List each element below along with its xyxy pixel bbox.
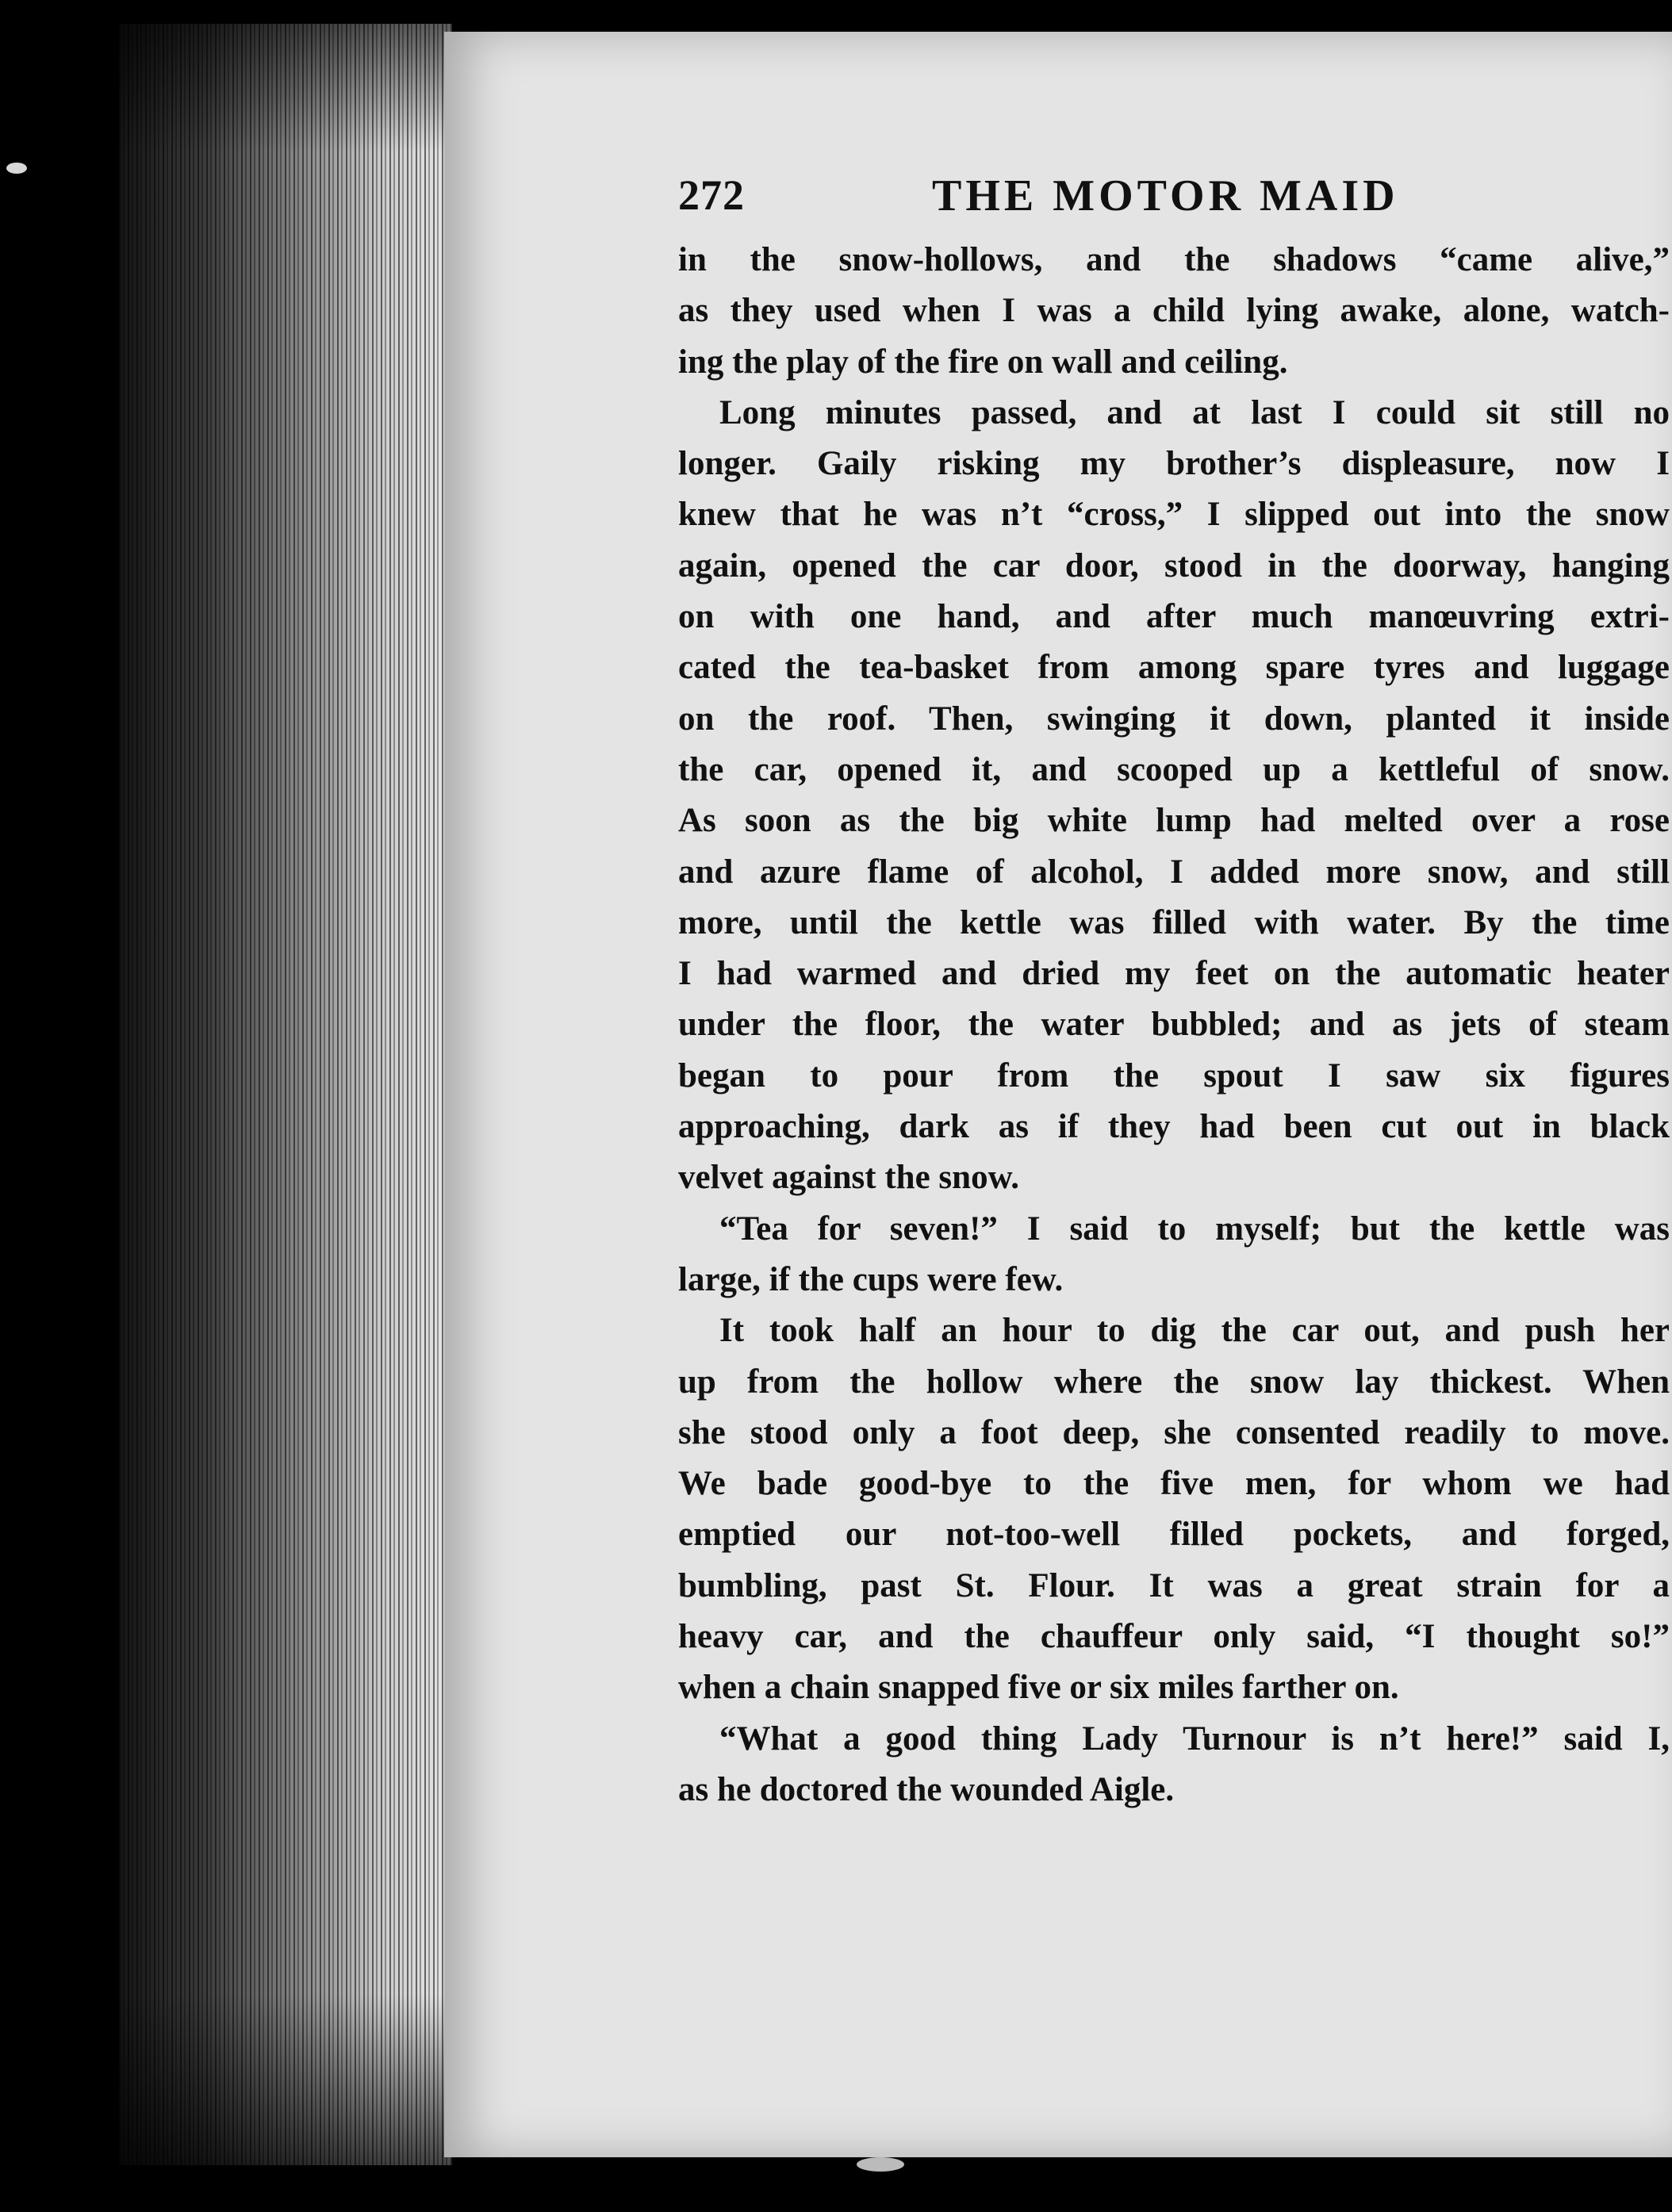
text-line: large, if the cups were few. <box>678 1260 1064 1298</box>
text-line: the car, opened it, and scooped up a kettleful of snow. <box>678 750 1670 788</box>
text-line: began to pour from the spout I saw six figures <box>678 1056 1670 1094</box>
text-line: knew that he was n’t “cross,” I slipped out into the snow <box>678 496 1670 534</box>
text-line: under the floor, the water bubbled; and as jets of steam <box>678 1006 1670 1044</box>
text-line: approaching, dark as if they had been cut out in black <box>678 1108 1670 1146</box>
text-line: and azure flame of alcohol, I added more snow, and still <box>678 853 1670 891</box>
text-line: We bade good-bye to the five men, for whom we had <box>678 1465 1670 1503</box>
text-line: on with one hand, and after much manœuvring extri- <box>678 598 1670 636</box>
body-text <box>678 235 1670 1815</box>
text-line: “Tea for seven!” I said to myself; but the kettle was <box>719 1210 1670 1248</box>
page-header <box>678 171 1670 226</box>
scan-speck <box>6 163 27 174</box>
text-line: again, opened the car door, stood in the doorway, hanging <box>678 546 1670 585</box>
text-line: emptied our not-too-well filled pockets, and forged, <box>678 1516 1670 1554</box>
text-line: longer. Gaily risking my brother’s displeasure, now I <box>678 445 1670 483</box>
running-head: THE MOTOR MAID <box>932 171 1399 220</box>
page-number: 272 <box>678 171 745 219</box>
book-page-edges <box>119 24 452 2165</box>
text-line: as they used when I was a child lying awake, alone, watch- <box>678 292 1670 330</box>
scan-speck <box>857 2157 904 2172</box>
text-line: It took half an hour to dig the car out, and push her <box>719 1312 1670 1350</box>
text-line: velvet against the snow. <box>678 1159 1019 1197</box>
text-line: Long minutes passed, and at last I could sit still no <box>719 393 1670 431</box>
text-line: ing the play of the fire on wall and ceiling. <box>678 343 1288 381</box>
text-line: As soon as the big white lump had melted over a rose <box>678 802 1670 840</box>
text-line: when a chain snapped five or six miles farther on. <box>678 1669 1399 1707</box>
text-line: cated the tea-basket from among spare tyres and luggage <box>678 649 1670 687</box>
text-line: “What a good thing Lady Turnour is n’t here!” said I, <box>719 1719 1670 1758</box>
text-line: on the roof. Then, swinging it down, planted it inside <box>678 700 1670 738</box>
text-line: more, until the kettle was filled with water. By the time <box>678 903 1670 941</box>
text-line: in the snow-hollows, and the shadows “came alive,” <box>678 241 1670 278</box>
text-line: I had warmed and dried my feet on the automatic heater <box>678 955 1670 993</box>
text-line: heavy car, and the chauffeur only said, “I thought so!” <box>678 1618 1670 1656</box>
text-line: she stood only a foot deep, she consented readily to move. <box>678 1413 1670 1451</box>
text-line: up from the hollow where the snow lay thickest. When <box>678 1363 1670 1401</box>
text-line: as he doctored the wounded Aigle. <box>678 1770 1175 1808</box>
text-line: bumbling, past St. Flour. It was a great strain for a <box>678 1566 1670 1604</box>
